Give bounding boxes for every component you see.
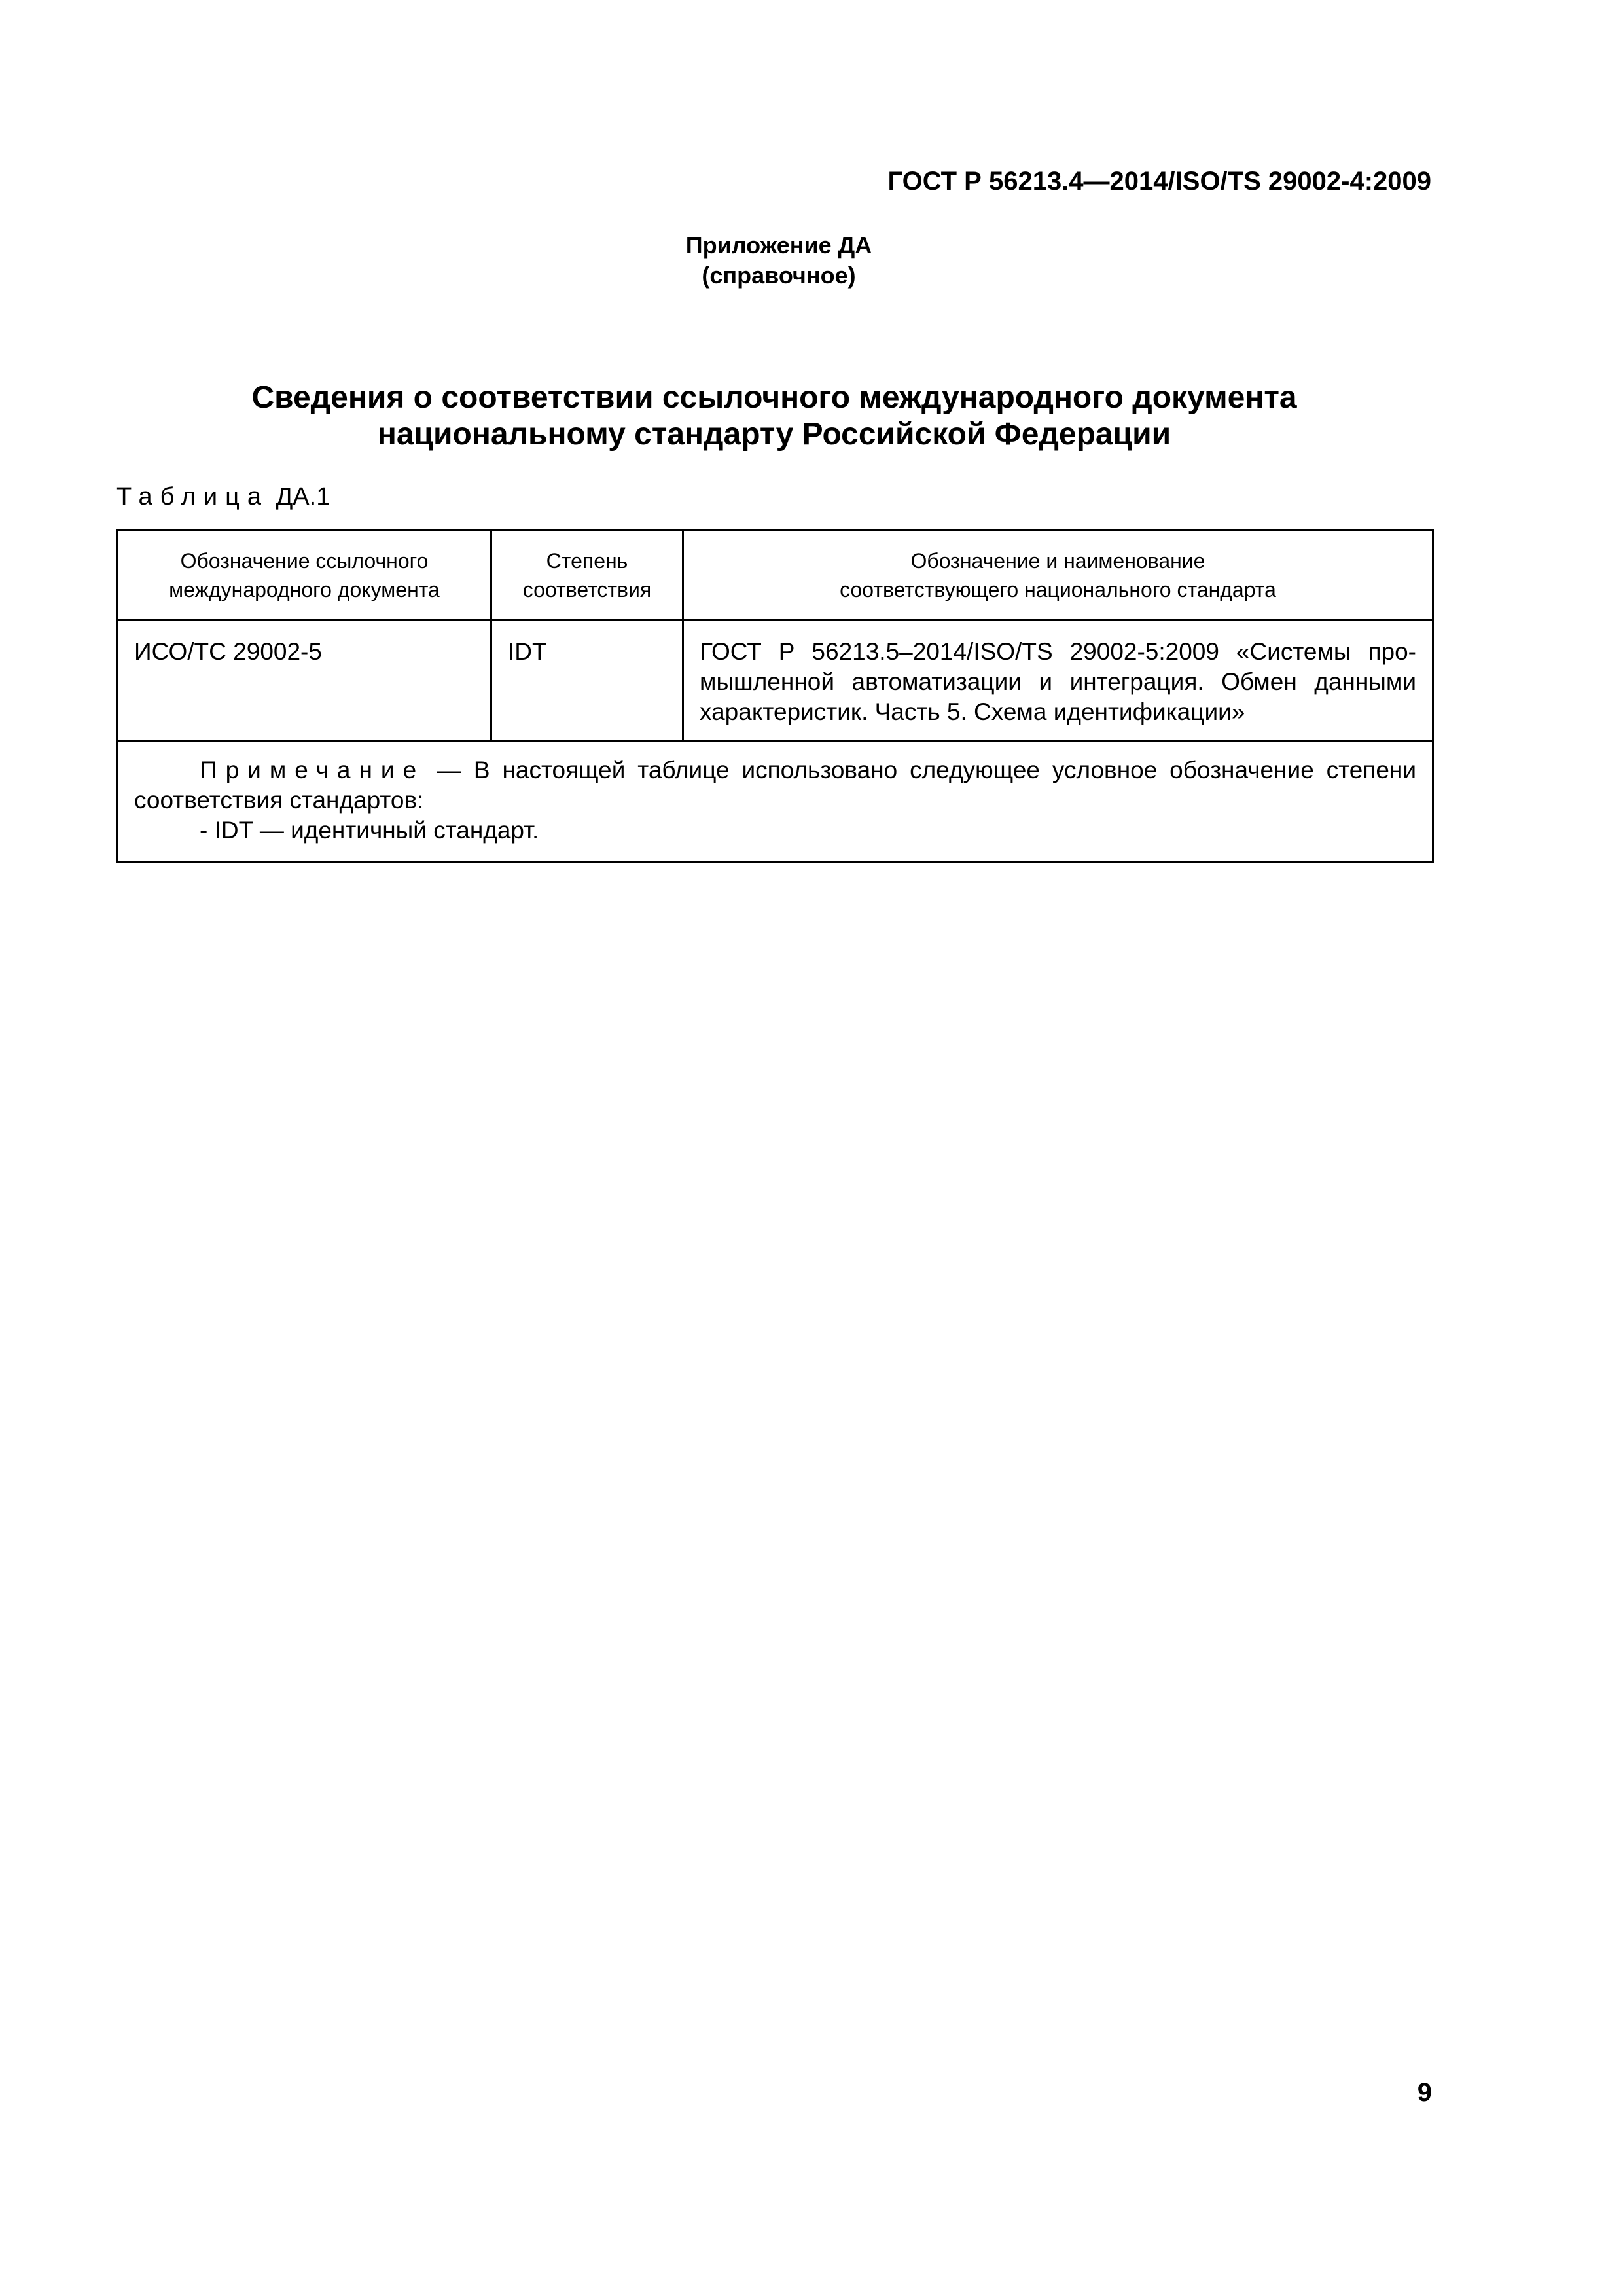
table-note [118, 742, 1433, 862]
section-title [116, 380, 1432, 453]
correspondence-table [116, 529, 1434, 863]
note-label: Примечание [200, 757, 425, 783]
header-degree: Степень соответствия [491, 530, 683, 620]
section-title-line-2: национальному стандарту Российской Федерации [377, 417, 1171, 452]
section-title-line-1: Сведения о соответствии ссылочного международного документа [251, 380, 1297, 415]
page-number: 9 [1417, 2078, 1432, 2107]
header-national-standard: Обозначение и наименование соответствующего национального стандарта [683, 530, 1433, 620]
annex-subtitle: (справочное) [702, 262, 856, 289]
table-label-number: ДА.1 [276, 483, 330, 511]
table-header-row [118, 530, 1433, 620]
note-line-3: - IDT — идентичный стандарт. [200, 817, 539, 844]
cell-national-standard: ГОСТ Р 56213.5–2014/ISO/TS 29002-5:2009 «Системы про- мышленной автоматизации и интеграция. Обмен данными характеристик. Часть 5. Схема идентификации» [683, 620, 1433, 742]
annex-heading [550, 230, 1008, 291]
note-line-1: Примечание — В настоящей таблице использовано следующее условное обозначение степени [200, 757, 1416, 783]
document-code: ГОСТ Р 56213.4—2014/ISO/TS 29002-4:2009 [887, 167, 1431, 196]
note-line-2: соответствия стандартов: [134, 787, 424, 814]
cell-reference-document: ИСО/ТС 29002-5 [118, 620, 491, 742]
table-label [116, 483, 330, 511]
table-note-row [118, 742, 1433, 862]
table-row [118, 620, 1433, 742]
cell-degree: IDT [491, 620, 683, 742]
header-reference-document: Обозначение ссылочного международного документа [118, 530, 491, 620]
annex-title: Приложение ДА [685, 232, 872, 259]
table-label-word: Таблица [116, 483, 269, 511]
